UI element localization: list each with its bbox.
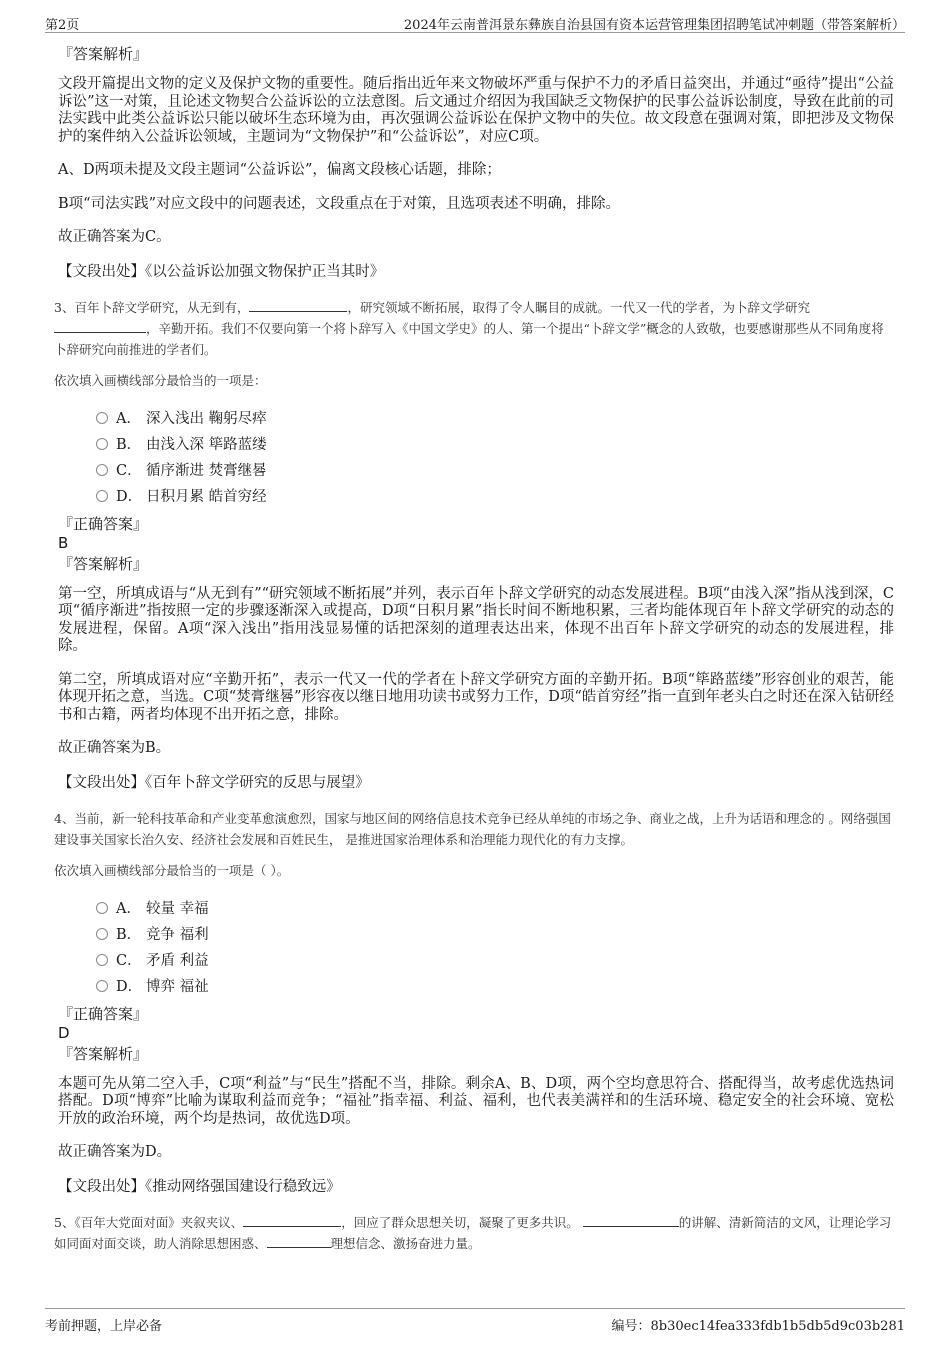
question-text-part: 的讲解、清新简洁的文风，让理论学习如同面对面交谈，助人消除思想困惑、 <box>54 1214 892 1251</box>
fill-blank <box>583 1212 679 1227</box>
page-number: 第2页 <box>45 18 80 33</box>
correct-answer: D <box>58 1023 70 1042</box>
option-a[interactable] <box>96 406 894 432</box>
footer-slogan: 考前押题，上岸必备 <box>45 1319 163 1334</box>
option-letter: B． <box>116 436 142 453</box>
option-letter: B． <box>116 926 142 943</box>
analysis-paragraph: 第一空，所填成语与“从无到有”“研究领域不断拓展”并列，表示百年卜辞文学研究的动态发展进程。B项“由浅入深”指从浅到深，C项“循序渐进”指按照一定的步骤逐渐深入或提高，D项“日积月累”指长时间不断地积累，三者均能体现百年卜辞文学研究的动态的发展进程，保留。A项“深入浅出”指用浅显易懂的话把深刻的道理表达出来，体现不出百年卜辞文学研究的动态的发展进程，排除。 <box>58 585 894 654</box>
analysis-label: 『答案解析』 <box>58 554 149 573</box>
option-list <box>96 406 894 510</box>
option-d[interactable] <box>96 974 894 1000</box>
fill-blank <box>267 1233 331 1248</box>
correct-answer-label: 『正确答案』 <box>58 514 149 533</box>
fill-blank <box>54 318 146 333</box>
option-letter: C． <box>116 952 142 969</box>
option-list <box>96 896 894 1000</box>
option-text: 博弈 福祉 <box>146 978 209 995</box>
page-content <box>54 44 894 1266</box>
question-prompt: 依次填入画横线部分最恰当的一项是（ ）。 <box>54 862 290 878</box>
option-text: 较量 幸福 <box>146 900 209 917</box>
radio-icon[interactable] <box>96 928 108 940</box>
option-text: 矛盾 利益 <box>146 952 209 969</box>
question-text-part: ，研究领域不断拓展，取得了令人瞩目的成就。一代又一代的学者，为卜辞文学研究 <box>347 299 810 315</box>
analysis-paragraph: 本题可先从第二空入手，C项“利益”与“民生”搭配不当，排除。剩余A、B、D项，两个空均意思符合、搭配得当，故考虑优选热词搭配。D项“博弈”比喻为谋取利益而竞争；“福祉”指幸福、利益、福利，也代表美满祥和的生活环境、稳定安全的社会环境、宽松开放的政治环境，两个均是热词，故优选D项。 <box>58 1075 894 1127</box>
option-b[interactable] <box>96 922 894 948</box>
question-4-text: 4、当前，新一轮科技革命和产业变革愈演愈烈，国家与地区间的网络信息技术竞争已经从单纯的市场之争、商业之战，上升为话语和理念的 。网络强国建设事关国家长治久安、经济社会发展和百姓民生， 是推进国家治理体系和治理能力现代化的有力支撑。 <box>54 810 891 847</box>
option-d[interactable] <box>96 484 894 510</box>
radio-icon[interactable] <box>96 980 108 992</box>
question-5-text <box>54 1212 894 1254</box>
radio-icon[interactable] <box>96 954 108 966</box>
radio-icon[interactable] <box>96 464 108 476</box>
option-text: 循序渐进 焚膏继晷 <box>146 462 267 479</box>
question-text-part: 5、《百年大党面对面》夹叙夹议、 <box>54 1214 244 1230</box>
option-text: 竞争 福利 <box>146 926 209 943</box>
option-letter: C． <box>116 462 142 479</box>
option-text: 深入浅出 鞠躬尽瘁 <box>146 410 267 427</box>
question-text-part: 3、百年卜辞文学研究，从无到有， <box>54 299 250 315</box>
source-citation: 【文段出处】《以公益诉讼加强文物保护正当其时》 <box>58 263 385 280</box>
question-text-part: 理想信念、激扬奋进力量。 <box>330 1235 481 1251</box>
source-citation: 【文段出处】《推动网络强国建设行稳致远》 <box>58 1178 341 1195</box>
question-text-part: ，回应了群众思想关切，凝聚了更多共识。 <box>341 1214 579 1230</box>
radio-icon[interactable] <box>96 490 108 502</box>
fill-blank <box>249 297 347 312</box>
question-3-text <box>54 297 894 360</box>
source-citation: 【文段出处】《百年卜辞文学研究的反思与展望》 <box>58 774 370 791</box>
option-letter: D． <box>116 488 143 505</box>
analysis-paragraph: B项“司法实践”对应文段中的问题表述，文段重点在于对策，且选项表述不明确，排除。 <box>58 195 620 212</box>
question-prompt: 依次填入画横线部分最恰当的一项是： <box>54 372 267 388</box>
option-letter: D． <box>116 978 143 995</box>
option-letter: A． <box>116 410 141 427</box>
option-letter: A． <box>116 900 141 917</box>
correct-answer: B <box>58 533 69 552</box>
answer-conclusion: 故正确答案为D。 <box>58 1144 172 1160</box>
option-b[interactable] <box>96 432 894 458</box>
analysis-paragraph: 文段开篇提出文物的定义及保护文物的重要性。随后指出近年来文物破坏严重与保护不力的矛盾日益突出，并通过“亟待”提出“公益诉讼”这一对策，且论述文物契合公益诉讼的立法意图。后文通过介绍因为我国缺乏文物保护的民事公益诉讼制度，导致在此前的司法实践中此类公益诉讼只能以破坏生态环境为由，再次强调公益诉讼在保护文物中的失位。故文段意在强调对策，即把涉及文物保护的案件纳入公益诉讼领域，主题词为“文物保护”和“公益诉讼”，对应C项。 <box>58 76 894 145</box>
answer-conclusion: 故正确答案为C。 <box>58 229 171 245</box>
option-text: 日积月累 皓首穷经 <box>146 488 267 505</box>
option-c[interactable] <box>96 458 894 484</box>
option-a[interactable] <box>96 896 894 922</box>
document-id: 编号：8b30ec14fea333fdb1b5db5d9c03b281 <box>611 1319 905 1334</box>
fill-blank <box>243 1212 341 1227</box>
radio-icon[interactable] <box>96 412 108 424</box>
radio-icon[interactable] <box>96 438 108 450</box>
page-header <box>45 12 905 33</box>
analysis-paragraph: A、D两项未提及文段主题词“公益诉讼”，偏离文段核心话题，排除； <box>58 162 501 178</box>
analysis-paragraph: 第二空，所填成语对应“辛勤开拓”，表示一代又一代的学者在卜辞文学研究方面的辛勤开拓。B项“筚路蓝缕”形容创业的艰苦，能体现开拓之意，当选。C项“焚膏继晷”形容夜以继日地用功读书或努力工作，D项“皓首穷经”指一直到年老头白之时还在深入钻研经书和古籍，两者均体现不出开拓之意，排除。 <box>58 671 894 723</box>
correct-answer-label: 『正确答案』 <box>58 1004 149 1023</box>
document-title: 2024年云南普洱景东彝族自治县国有资本运营管理集团招聘笔试冲刺题（带答案解析） <box>403 18 905 33</box>
page-footer <box>45 1308 905 1333</box>
analysis-label: 『答案解析』 <box>58 45 149 63</box>
answer-conclusion: 故正确答案为B。 <box>58 740 171 756</box>
option-text: 由浅入深 筚路蓝缕 <box>146 436 267 453</box>
question-text-part: ，辛勤开拓。我们不仅要向第一个将卜辞写入《中国文学史》的人、第一个提出“卜辞文学”概念的人致敬，也要感谢那些从不同角度将卜辞研究向前推进的学者们。 <box>54 320 884 357</box>
radio-icon[interactable] <box>96 902 108 914</box>
analysis-label: 『答案解析』 <box>58 1044 149 1063</box>
option-c[interactable] <box>96 948 894 974</box>
